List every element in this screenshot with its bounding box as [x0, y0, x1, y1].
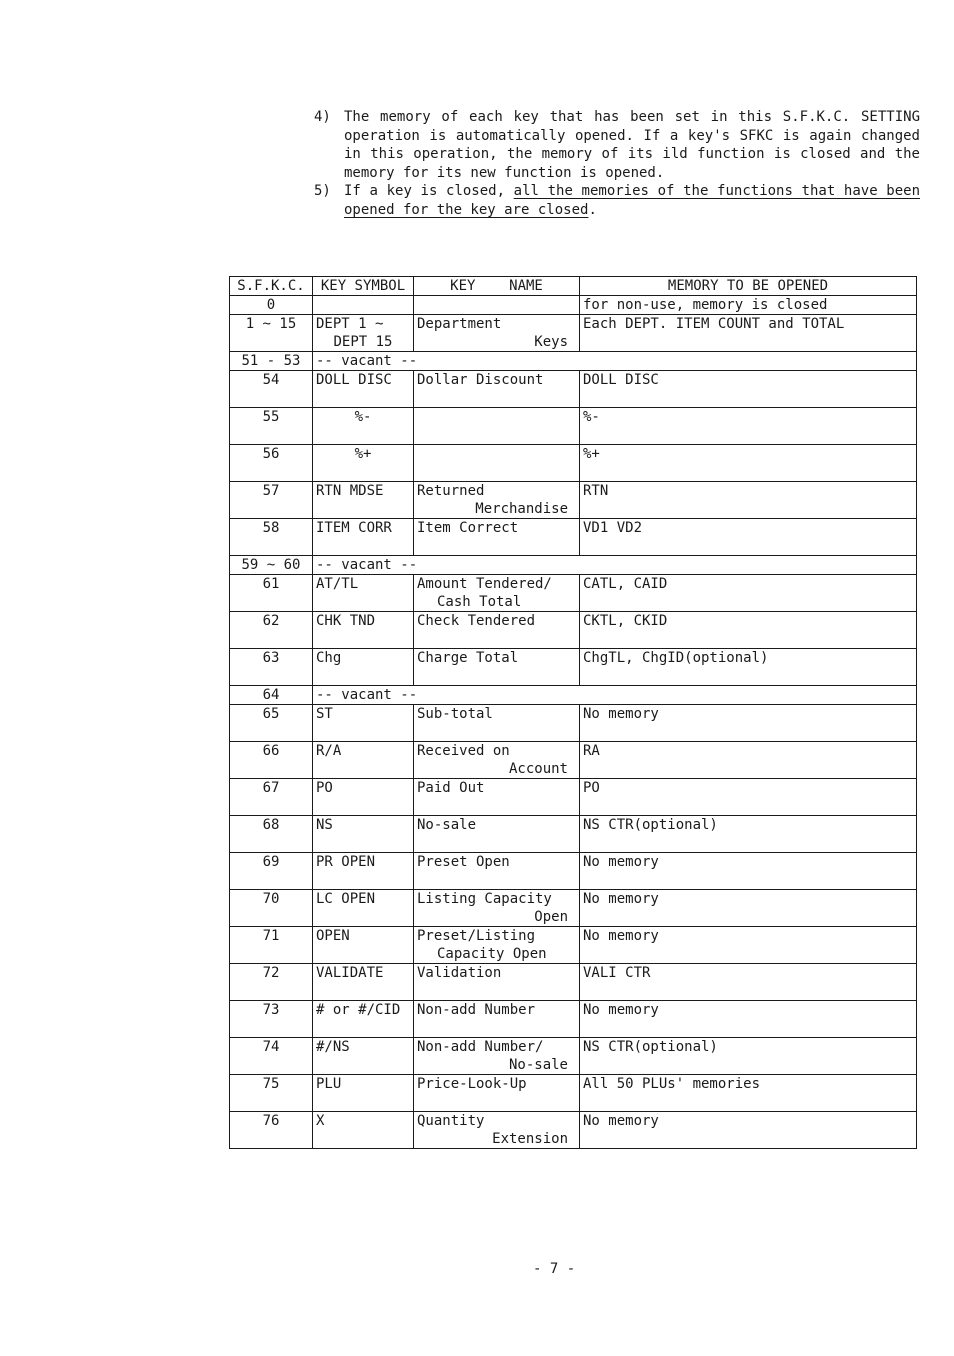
- sfkc-code-cell: 59 ~ 60: [230, 556, 313, 575]
- sfkc-code-cell: 70: [230, 890, 313, 927]
- key-symbol-cell: [313, 371, 414, 408]
- sfkc-code-cell: 65: [230, 705, 313, 742]
- sfkc-code-cell: 62: [230, 612, 313, 649]
- table-row: [230, 742, 917, 779]
- key-name: Amount Tendered/: [417, 576, 552, 592]
- sfkc-code-cell: 69: [230, 853, 313, 890]
- key-symbol-cell: [313, 927, 414, 964]
- table-row: [230, 482, 917, 519]
- sfkc-code-cell: 63: [230, 649, 313, 686]
- key-name-cell: [414, 1001, 580, 1038]
- key-name-cell: [414, 519, 580, 556]
- key-name-cell: [414, 612, 580, 649]
- page-number: - 7 -: [533, 1261, 576, 1277]
- key-name: Check Tendered: [417, 613, 536, 629]
- key-symbol: AT/TL: [316, 576, 359, 592]
- key-symbol-cell: [313, 890, 414, 927]
- key-symbol: ITEM CORR: [316, 520, 392, 536]
- key-name-cell: [414, 445, 580, 482]
- table-row: [230, 556, 917, 575]
- sfkc-code-cell: 74: [230, 1038, 313, 1075]
- table-row: [230, 296, 917, 315]
- key-name-line2: Merchandise: [475, 501, 568, 517]
- header-memory: MEMORY TO BE OPENED: [580, 277, 917, 296]
- memory-cell: DOLL DISC: [580, 371, 917, 408]
- key-symbol-cell: [313, 296, 414, 315]
- table-row: [230, 1075, 917, 1112]
- table-row: [230, 519, 917, 556]
- key-name-line2: Cash Total: [437, 594, 522, 610]
- memory-cell: Each DEPT. ITEM COUNT and TOTAL: [580, 315, 917, 352]
- memory-cell: No memory: [580, 890, 917, 927]
- memory-cell: CKTL, CKID: [580, 612, 917, 649]
- table-row: [230, 445, 917, 482]
- key-symbol-cell: [313, 649, 414, 686]
- key-symbol: DOLL DISC: [316, 372, 392, 388]
- note-text: [344, 182, 920, 219]
- key-symbol: VALIDATE: [316, 965, 384, 981]
- sfkc-code-cell: 1 ~ 15: [230, 315, 313, 352]
- header-key-symbol: KEY SYMBOL: [313, 277, 414, 296]
- key-name-line2: Capacity Open: [437, 946, 547, 962]
- vacant-cell: -- vacant --: [313, 352, 917, 371]
- note-text: The memory of each key that has been set in this S.F.K.C. SETTING operation is automatically opened. If a key's SFKC is again changed in this operation, the memory of its ild function is closed and the memory for its new function is opened.: [344, 109, 920, 181]
- memory-cell: %+: [580, 445, 917, 482]
- memory-cell: No memory: [580, 1112, 917, 1149]
- key-symbol-cell: [313, 1075, 414, 1112]
- sfkc-code-cell: 61: [230, 575, 313, 612]
- key-name-cell: [414, 964, 580, 1001]
- sfkc-code-cell: 64: [230, 686, 313, 705]
- key-name: Dollar Discount: [417, 372, 544, 388]
- note-text-plain: If a key is closed,: [344, 183, 514, 199]
- note-text-underlined: all the memories of the functions that have been opened for the key are closed: [344, 183, 920, 218]
- table-row: [230, 1112, 917, 1149]
- key-symbol-cell: [313, 853, 414, 890]
- header-key-name: KEY NAME: [414, 277, 580, 296]
- memory-cell: VD1 VD2: [580, 519, 917, 556]
- table-header-row: [230, 277, 917, 296]
- table-row: [230, 575, 917, 612]
- key-symbol: #/NS: [316, 1039, 350, 1055]
- key-name: Price-Look-Up: [417, 1076, 527, 1092]
- key-name: Paid Out: [417, 780, 485, 796]
- note-text-end: .: [588, 201, 597, 218]
- table-row: [230, 890, 917, 927]
- key-name: Preset/Listing: [417, 928, 536, 944]
- key-name: Sub-total: [417, 706, 493, 722]
- header-sfkc: S.F.K.C.: [230, 277, 313, 296]
- key-name-cell: [414, 779, 580, 816]
- key-symbol: OPEN: [316, 928, 350, 944]
- memory-cell: RA: [580, 742, 917, 779]
- memory-cell: No memory: [580, 927, 917, 964]
- note-4: [314, 108, 920, 182]
- key-name-cell: [414, 742, 580, 779]
- memory-cell: VALI CTR: [580, 964, 917, 1001]
- key-name: Non-add Number: [417, 1002, 536, 1018]
- key-symbol: Chg: [316, 650, 342, 666]
- key-symbol-line2: DEPT 15: [333, 334, 393, 350]
- key-symbol-cell: [313, 816, 414, 853]
- key-name-cell: [414, 853, 580, 890]
- key-symbol-cell: [313, 1112, 414, 1149]
- table-row: [230, 1038, 917, 1075]
- sfkc-code-cell: 0: [230, 296, 313, 315]
- key-name-line2: Account: [508, 761, 568, 777]
- memory-cell: No memory: [580, 705, 917, 742]
- key-name-cell: [414, 575, 580, 612]
- memory-cell: %-: [580, 408, 917, 445]
- key-symbol-cell: [313, 315, 414, 352]
- key-symbol-cell: [313, 445, 414, 482]
- key-symbol: ST: [316, 706, 333, 722]
- sfkc-code-cell: 58: [230, 519, 313, 556]
- key-symbol: DEPT 1 ~: [316, 316, 384, 332]
- key-name-cell: [414, 1112, 580, 1149]
- key-symbol-cell: [313, 408, 414, 445]
- key-name-cell: [414, 408, 580, 445]
- sfkc-code-cell: 73: [230, 1001, 313, 1038]
- key-name-cell: [414, 315, 580, 352]
- sfkc-code-cell: 71: [230, 927, 313, 964]
- key-name-cell: [414, 705, 580, 742]
- key-name: Preset Open: [417, 854, 510, 870]
- key-name-cell: [414, 482, 580, 519]
- key-symbol-cell: [313, 779, 414, 816]
- sfkc-code-cell: 68: [230, 816, 313, 853]
- table-row: [230, 408, 917, 445]
- key-symbol-cell: [313, 612, 414, 649]
- key-name-line2: No-sale: [508, 1057, 568, 1073]
- memory-cell: All 50 PLUs' memories: [580, 1075, 917, 1112]
- key-name: Returned: [417, 483, 485, 499]
- memory-cell: NS CTR(optional): [580, 816, 917, 853]
- sfkc-code-cell: 75: [230, 1075, 313, 1112]
- sfkc-code-cell: 57: [230, 482, 313, 519]
- memory-cell: No memory: [580, 1001, 917, 1038]
- memory-cell: for non-use, memory is closed: [580, 296, 917, 315]
- memory-cell: CATL, CAID: [580, 575, 917, 612]
- key-symbol: NS: [316, 817, 333, 833]
- key-name-cell: [414, 371, 580, 408]
- key-symbol-cell: [313, 482, 414, 519]
- memory-cell: RTN: [580, 482, 917, 519]
- key-name: Received on: [417, 743, 510, 759]
- key-symbol-cell: [313, 575, 414, 612]
- sfkc-code-cell: 72: [230, 964, 313, 1001]
- key-name: Non-add Number/: [417, 1039, 544, 1055]
- sfkc-code-cell: 51 - 53: [230, 352, 313, 371]
- table-row: [230, 352, 917, 371]
- key-symbol: %-: [354, 409, 372, 425]
- sfkc-table: [229, 276, 917, 1149]
- key-name: No-sale: [417, 817, 477, 833]
- key-symbol-cell: [313, 519, 414, 556]
- key-symbol-cell: [313, 705, 414, 742]
- table-row: [230, 1001, 917, 1038]
- key-name-cell: [414, 1038, 580, 1075]
- memory-cell: ChgTL, ChgID(optional): [580, 649, 917, 686]
- table-row: [230, 686, 917, 705]
- key-symbol-cell: [313, 964, 414, 1001]
- vacant-cell: -- vacant --: [313, 556, 917, 575]
- key-symbol: # or #/CID: [316, 1002, 401, 1018]
- table-row: [230, 816, 917, 853]
- memory-cell: NS CTR(optional): [580, 1038, 917, 1075]
- key-name-cell: [414, 927, 580, 964]
- table-row: [230, 315, 917, 352]
- table-body: [230, 296, 917, 1149]
- note-5: [314, 182, 920, 219]
- table-row: [230, 371, 917, 408]
- key-symbol: RTN MDSE: [316, 483, 384, 499]
- note-number: 4): [314, 109, 331, 125]
- key-symbol-cell: [313, 1001, 414, 1038]
- table-row: [230, 927, 917, 964]
- key-symbol-cell: [313, 1038, 414, 1075]
- table-row: [230, 853, 917, 890]
- key-symbol: LC OPEN: [316, 891, 376, 907]
- key-name: Validation: [417, 965, 502, 981]
- key-name-cell: [414, 890, 580, 927]
- key-symbol-cell: [313, 742, 414, 779]
- sfkc-code-cell: 66: [230, 742, 313, 779]
- key-symbol: PLU: [316, 1076, 342, 1092]
- key-symbol: X: [316, 1113, 325, 1129]
- sfkc-code-cell: 67: [230, 779, 313, 816]
- key-name-cell: [414, 816, 580, 853]
- key-name: Quantity: [417, 1113, 485, 1129]
- memory-cell: PO: [580, 779, 917, 816]
- key-symbol: PO: [316, 780, 333, 796]
- key-name: Department: [417, 316, 502, 332]
- key-symbol: R/A: [316, 743, 342, 759]
- table-row: [230, 779, 917, 816]
- key-name: Listing Capacity: [417, 891, 552, 907]
- key-name: Charge Total: [417, 650, 519, 666]
- note-number: 5): [314, 183, 331, 199]
- key-name-cell: [414, 1075, 580, 1112]
- notes-section: [314, 108, 920, 219]
- sfkc-code-cell: 54: [230, 371, 313, 408]
- sfkc-code-cell: 55: [230, 408, 313, 445]
- key-name: Item Correct: [417, 520, 519, 536]
- key-name-cell: [414, 296, 580, 315]
- key-name-line2: Extension: [492, 1131, 568, 1147]
- table-row: [230, 964, 917, 1001]
- key-name-line2: Open: [534, 909, 568, 925]
- key-name-cell: [414, 649, 580, 686]
- table-row: [230, 705, 917, 742]
- key-symbol: PR OPEN: [316, 854, 376, 870]
- table-row: [230, 612, 917, 649]
- key-symbol: CHK TND: [316, 613, 376, 629]
- memory-cell: No memory: [580, 853, 917, 890]
- vacant-cell: -- vacant --: [313, 686, 917, 705]
- table-row: [230, 649, 917, 686]
- key-symbol: %+: [354, 446, 372, 462]
- key-name-line2: Keys: [534, 334, 568, 350]
- sfkc-code-cell: 56: [230, 445, 313, 482]
- sfkc-code-cell: 76: [230, 1112, 313, 1149]
